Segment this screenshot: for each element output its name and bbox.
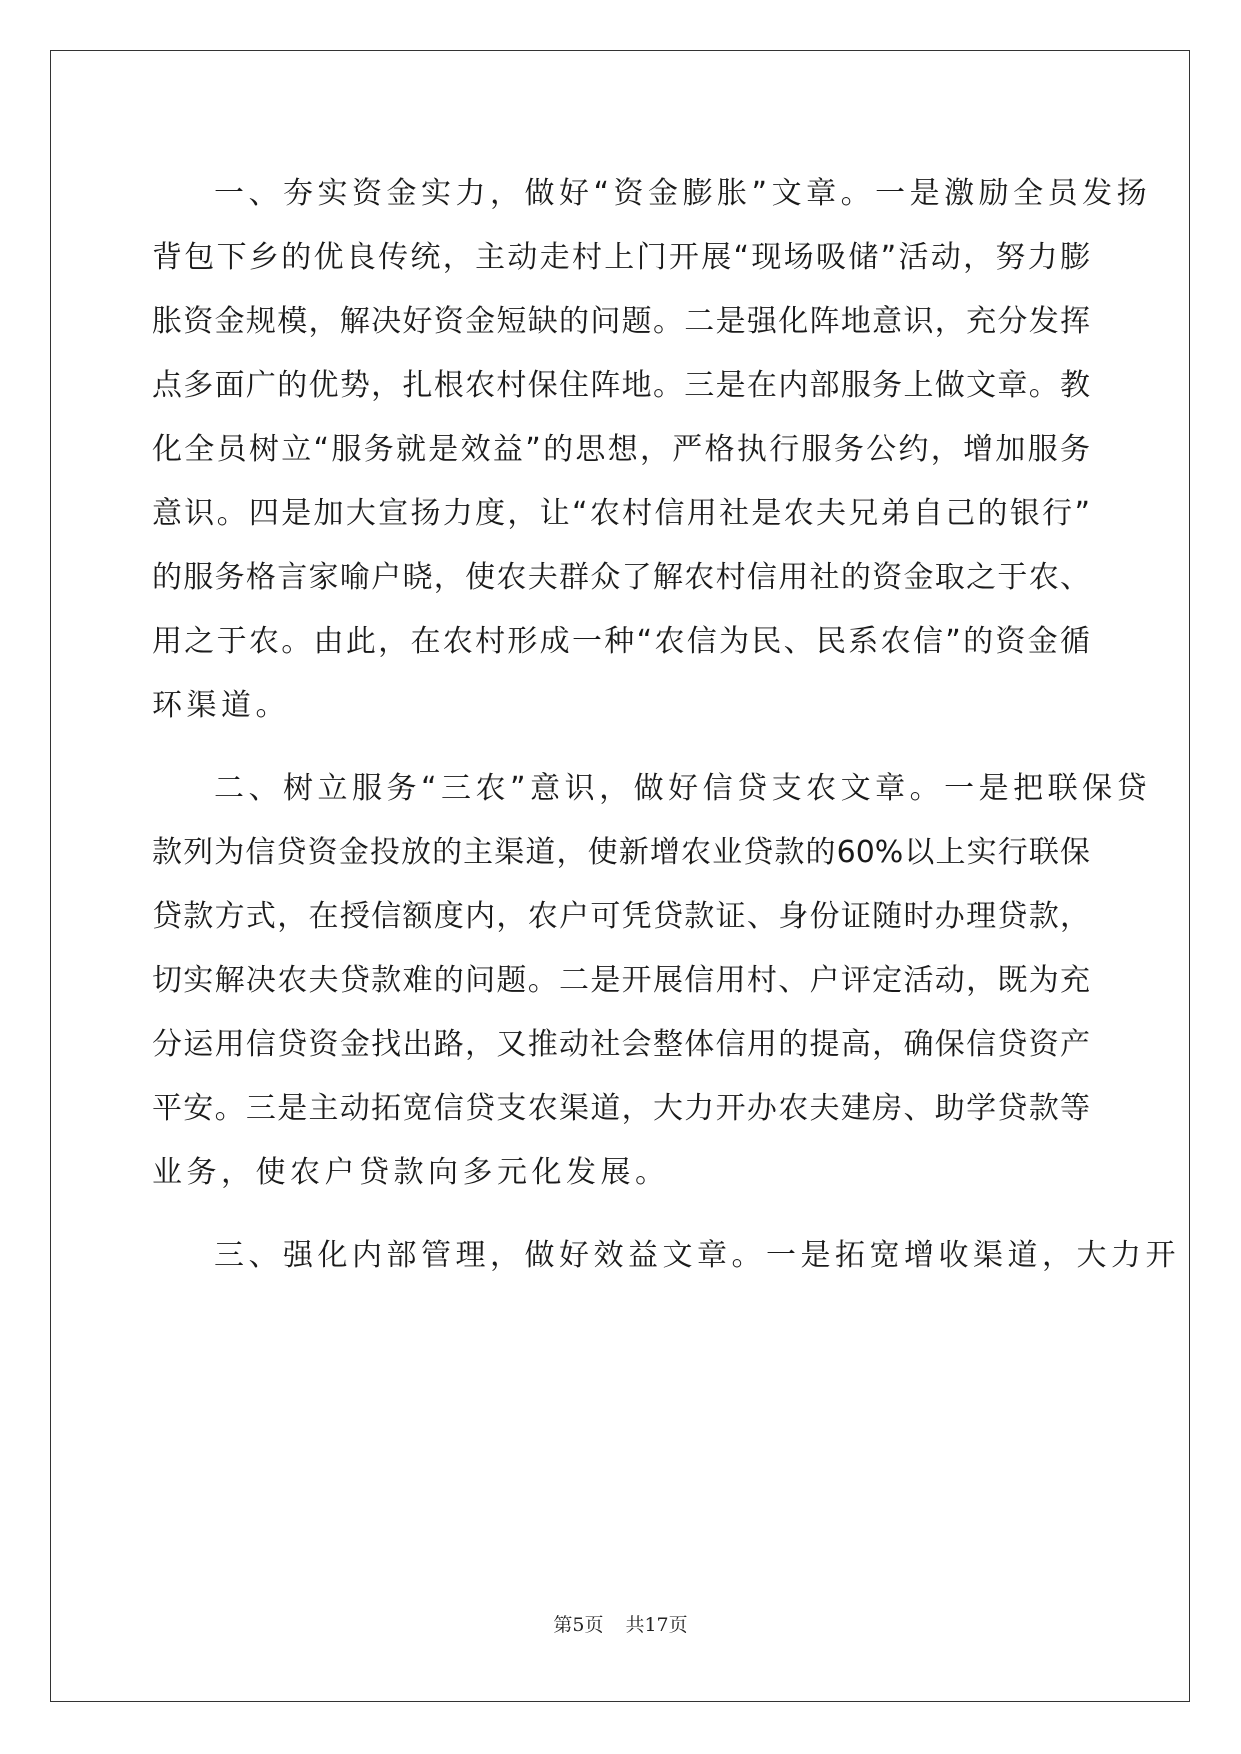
paragraph-line: 意识。四是加大宣扬力度，让“农村信用社是农夫兄弟自己的银行”	[152, 496, 1090, 531]
document-body	[152, 162, 1180, 1288]
paragraph-line: 三、强化内部管理，做好效益文章。一是拓宽增收渠道，大力开	[214, 1238, 1180, 1273]
page-total: 共17页	[625, 1614, 688, 1636]
paragraph-line: 一、夯实资金实力，做好“资金膨胀”文章。一是激励全员发扬	[214, 176, 1152, 211]
paragraph-line: 款列为信贷资金投放的主渠道，使新增农业贷款的60%以上实行联保	[152, 835, 1090, 870]
page-number: 第5页	[553, 1614, 604, 1636]
paragraph-line: 用之于农。由此，在农村形成一种“农信为民、民系农信”的资金循	[152, 624, 1090, 659]
paragraph-line: 胀资金规模，解决好资金短缺的问题。二是强化阵地意识，充分发挥	[152, 304, 1090, 339]
paragraph-3	[152, 1224, 1180, 1288]
paragraph-line: 贷款方式，在授信额度内，农户可凭贷款证、身份证随时办理贷款，	[152, 899, 1090, 934]
paragraph-2	[152, 757, 1152, 1205]
paragraph-line: 化全员树立“服务就是效益”的思想，严格执行服务公约，增加服务	[152, 432, 1090, 467]
page-footer	[0, 1610, 1241, 1637]
paragraph-line: 二、树立服务“三农”意识，做好信贷支农文章。一是把联保贷	[214, 771, 1152, 806]
paragraph-line: 背包下乡的优良传统，主动走村上门开展“现场吸储”活动，努力膨	[152, 240, 1090, 275]
paragraph-line: 切实解决农夫贷款难的问题。二是开展信用村、户评定活动，既为充	[152, 963, 1090, 998]
paragraph-line: 点多面广的优势，扎根农村保住阵地。三是在内部服务上做文章。教	[152, 368, 1090, 403]
paragraph-line: 的服务格言家喻户晓，使农夫群众了解农村信用社的资金取之于农、	[152, 560, 1090, 595]
paragraph-1	[152, 162, 1152, 738]
paragraph-line: 分运用信贷资金找出路，又推动社会整体信用的提高，确保信贷资产	[152, 1027, 1090, 1062]
paragraph-line: 环渠道。	[152, 688, 290, 723]
paragraph-line: 平安。三是主动拓宽信贷支农渠道，大力开办农夫建房、助学贷款等	[152, 1091, 1090, 1126]
paragraph-line: 业务，使农户贷款向多元化发展。	[152, 1155, 670, 1190]
